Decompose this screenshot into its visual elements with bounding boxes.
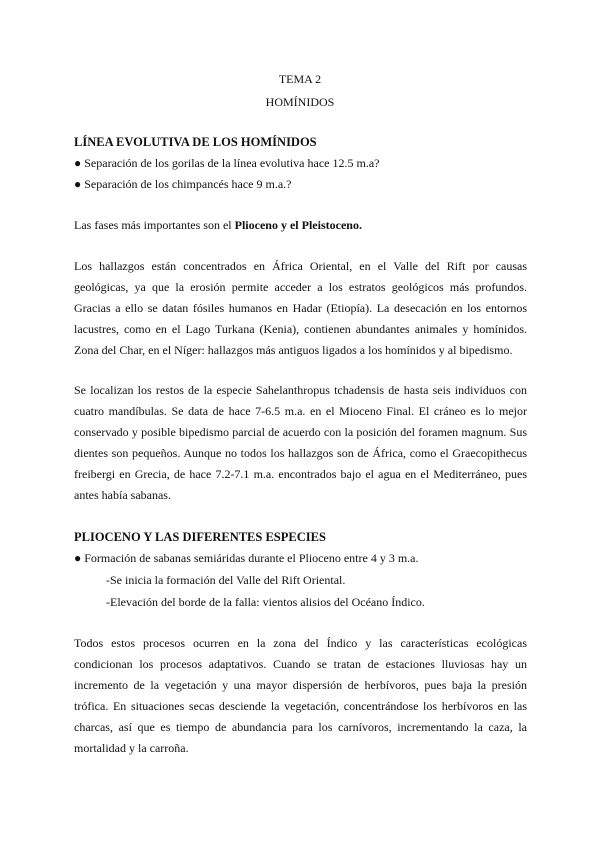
paragraph-line: cuatro mandíbulas. Se data de hace 7-6.5 m.a. en el Mioceno Final. El cráneo es lo mejor: [74, 404, 527, 418]
phases-bold: Plioceno y el Pleistoceno.: [234, 218, 362, 232]
sub-item: -Se inicia la formación del Valle del Rift Oriental.: [106, 573, 346, 587]
paragraph-sahelanthropus: [74, 380, 527, 506]
page-title: HOMÍNIDOS: [265, 95, 335, 109]
paragraph-line: geológicas, ya que la erosión permite acceder a los estratos geológicos más profundos.: [74, 280, 527, 294]
paragraph-line: lacustres, como en el Lago Turkana (Kenia), contienen abundantes animales y homínidos.: [74, 322, 527, 336]
paragraph-line: Zona del Char, en el Níger: hallazgos más antiguos ligados a los homínidos y al bipedismo.: [74, 343, 513, 357]
bullet-item: ● Formación de sabanas semiáridas durante el Plioceno entre 4 y 3 m.a.: [74, 551, 419, 565]
bullet-item: ● Separación de los chimpancés hace 9 m.a.?: [74, 177, 292, 191]
sub-item: -Elevación del borde de la falla: vientos alisios del Océano Índico.: [106, 595, 425, 609]
paragraph-hallazgos: [74, 256, 527, 361]
section-heading-linea-evolutiva: LÍNEA EVOLUTIVA DE LOS HOMÍNIDOS: [74, 135, 317, 149]
paragraph-line: mortalidad y la carroña.: [74, 741, 189, 755]
paragraph-line: conservado y posible bipedismo parcial de acuerdo con la posición del foramen magnum. Sus: [74, 425, 527, 439]
phases-sentence: [74, 218, 362, 233]
paragraph-line: Los hallazgos están concentrados en África Oriental, en el Valle del Rift por causas: [74, 259, 527, 273]
bullet-item: ● Separación de los gorilas de la línea evolutiva hace 12.5 m.a?: [74, 156, 380, 170]
paragraph-line: freibergi en Grecia, de hace 7.2-7.1 m.a. encontrados bajo el agua en el Mediterráneo, pues: [74, 467, 527, 481]
paragraph-line: Todos estos procesos ocurren en la zona del Índico y las características ecológicas: [74, 636, 527, 650]
paragraph-line: trófica. En situaciones secas desciende la vegetación, concentrándose los herbívoros en las: [74, 699, 527, 713]
paragraph-line: condicionan los procesos adaptativos. Cuando se tratan de estaciones lluviosas hay un: [74, 657, 527, 671]
paragraph-procesos: [74, 633, 527, 759]
section-heading-plioceno: PLIOCENO Y LAS DIFERENTES ESPECIES: [74, 530, 326, 544]
paragraph-line: incremento de la vegetación y una mayor dispersión de herbívoros, pues baja la presión: [74, 678, 527, 692]
paragraph-line: antes había sabanas.: [74, 488, 171, 502]
paragraph-line: Se localizan los restos de la especie Sahelanthropus tchadensis de hasta seis individuos con: [74, 383, 527, 397]
topic-label: TEMA 2: [278, 72, 322, 86]
paragraph-line: charcas, así que es tiempo de abundancia para los carnívoros, incrementando la caza, la: [74, 720, 527, 734]
paragraph-line: dientes son pequeños. Aunque no todos los hallazgos son de África, como el Graecopithecus: [74, 446, 527, 460]
phases-prefix: Las fases más importantes son el: [74, 218, 235, 232]
paragraph-line: Gracias a ello se datan fósiles humanos en Hadar (Etiopía). La desecación en los entornos: [74, 301, 527, 315]
